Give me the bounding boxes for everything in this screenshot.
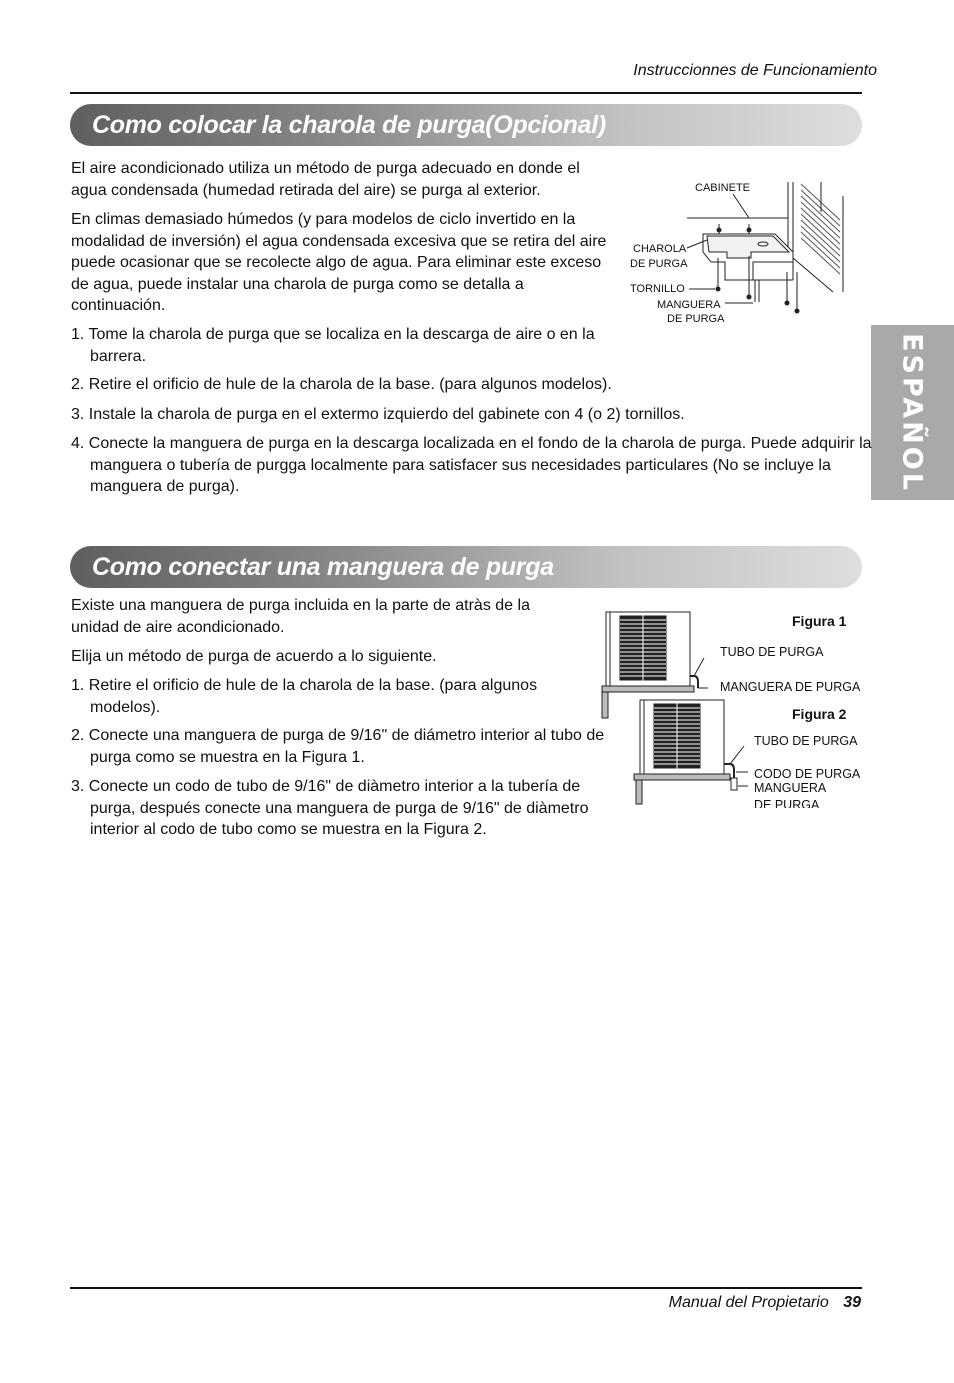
footer-manual-label: Manual del Propietario [668, 1294, 829, 1311]
section-1-step-3: 3. Instale la charola de purga en el extermo izquierdo del gabinete con 4 (o 2) tornillos. [71, 406, 685, 423]
header-rule [70, 92, 862, 94]
figure-2-manguera-label-1: MANGUERA [754, 781, 827, 795]
section-1-step-2: 2. Retire el orificio de hule de la charola de la base. (para algunos modelos). [71, 376, 612, 393]
language-tab [871, 325, 954, 500]
figure-2-codo-label: CODO DE PURGA [754, 767, 860, 781]
label-cabinete: CABINETE [695, 182, 751, 194]
section-2-step-1: 1. Retire el orificio de hule de la charola de la base. (para algunos modelos). [71, 677, 538, 716]
page-number: 39 [843, 1294, 861, 1311]
section-2-step-2: 2. Conecte una manguera de purga de 9/16" de diámetro interior al tubo de purga como se muestra en la Figura 1. [71, 727, 605, 766]
drain-pan-diagram [625, 172, 860, 332]
running-header: Instruccionnes de Funcionamiento [633, 62, 877, 79]
figure-1-manguera-label: MANGUERA DE PURGA [720, 680, 860, 694]
section-1-para-2: En climas demasiado húmedos (y para modelos de ciclo invertido en la modalidad de inversión) el agua condensada excesiva que se retira del aire puede ocasionar que se recolecte algo de agua. Para eliminar este exceso de agua, puede instalar una charola de purga como se detalla a continuación. [71, 211, 607, 314]
section-1-step-4: 4. Conecte la manguera de purga en la descarga localizada en el fondo de la charola de purga. Puede adquirir la manguera o tubería de purgga localmente para satisfacer sus necesidades particulares (No se incluye la manguera de purga). [71, 435, 872, 495]
footer-rule [70, 1287, 862, 1289]
drain-hose-figures [598, 608, 860, 808]
section-2-title-bar [70, 546, 862, 588]
section-2-para-1: Existe una manguera de purga incluida en la parte de atràs de la unidad de aire acondicionado. [71, 597, 530, 636]
section-1-title: Como colocar la charola de purga(Opcional) [92, 111, 606, 139]
section-1-step-1: 1. Tome la charola de purga que se localiza en la descarga de aire o en la barrera. [71, 326, 595, 365]
label-charola-2: DE PURGA [630, 258, 688, 270]
section-2-para-2: Elija un método de purga de acuerdo a lo siguiente. [71, 648, 437, 665]
label-manguera-2: DE PURGA [667, 313, 725, 325]
figure-1-tubo-label: TUBO DE PURGA [720, 645, 824, 659]
footer [560, 1294, 861, 1312]
figure-2-manguera-label-2: DE PURGA [754, 798, 820, 808]
section-1-intro [71, 158, 616, 317]
section-2-title: Como conectar una manguera de purga [92, 553, 554, 581]
section-1-para-1: El aire acondicionado utiliza un método de purga adecuado en donde el agua condensada (humedad retirada del aire) se purga al exterior. [71, 160, 580, 199]
figure-1-title: Figura 1 [792, 613, 847, 629]
figure-2-drawing [634, 700, 748, 804]
label-manguera-1: MANGUERA [657, 299, 721, 311]
language-tab-label: ESPAÑOL [896, 333, 928, 493]
label-charola-1: CHAROLA [633, 243, 687, 255]
figure-2-tubo-label: TUBO DE PURGA [754, 734, 858, 748]
label-tornillo: TORNILLO [630, 283, 685, 295]
section-2-intro [71, 595, 581, 668]
figure-2-title: Figura 2 [792, 706, 847, 722]
section-1-title-bar [70, 104, 862, 146]
section-2-step-3: 3. Conecte un codo de tubo de 9/16" de diàmetro interior a la tubería de purga, después conecte una manguera de purga de 9/16" de diàmetro interior al codo de tubo como se muestra en la Figura 2. [71, 778, 589, 838]
